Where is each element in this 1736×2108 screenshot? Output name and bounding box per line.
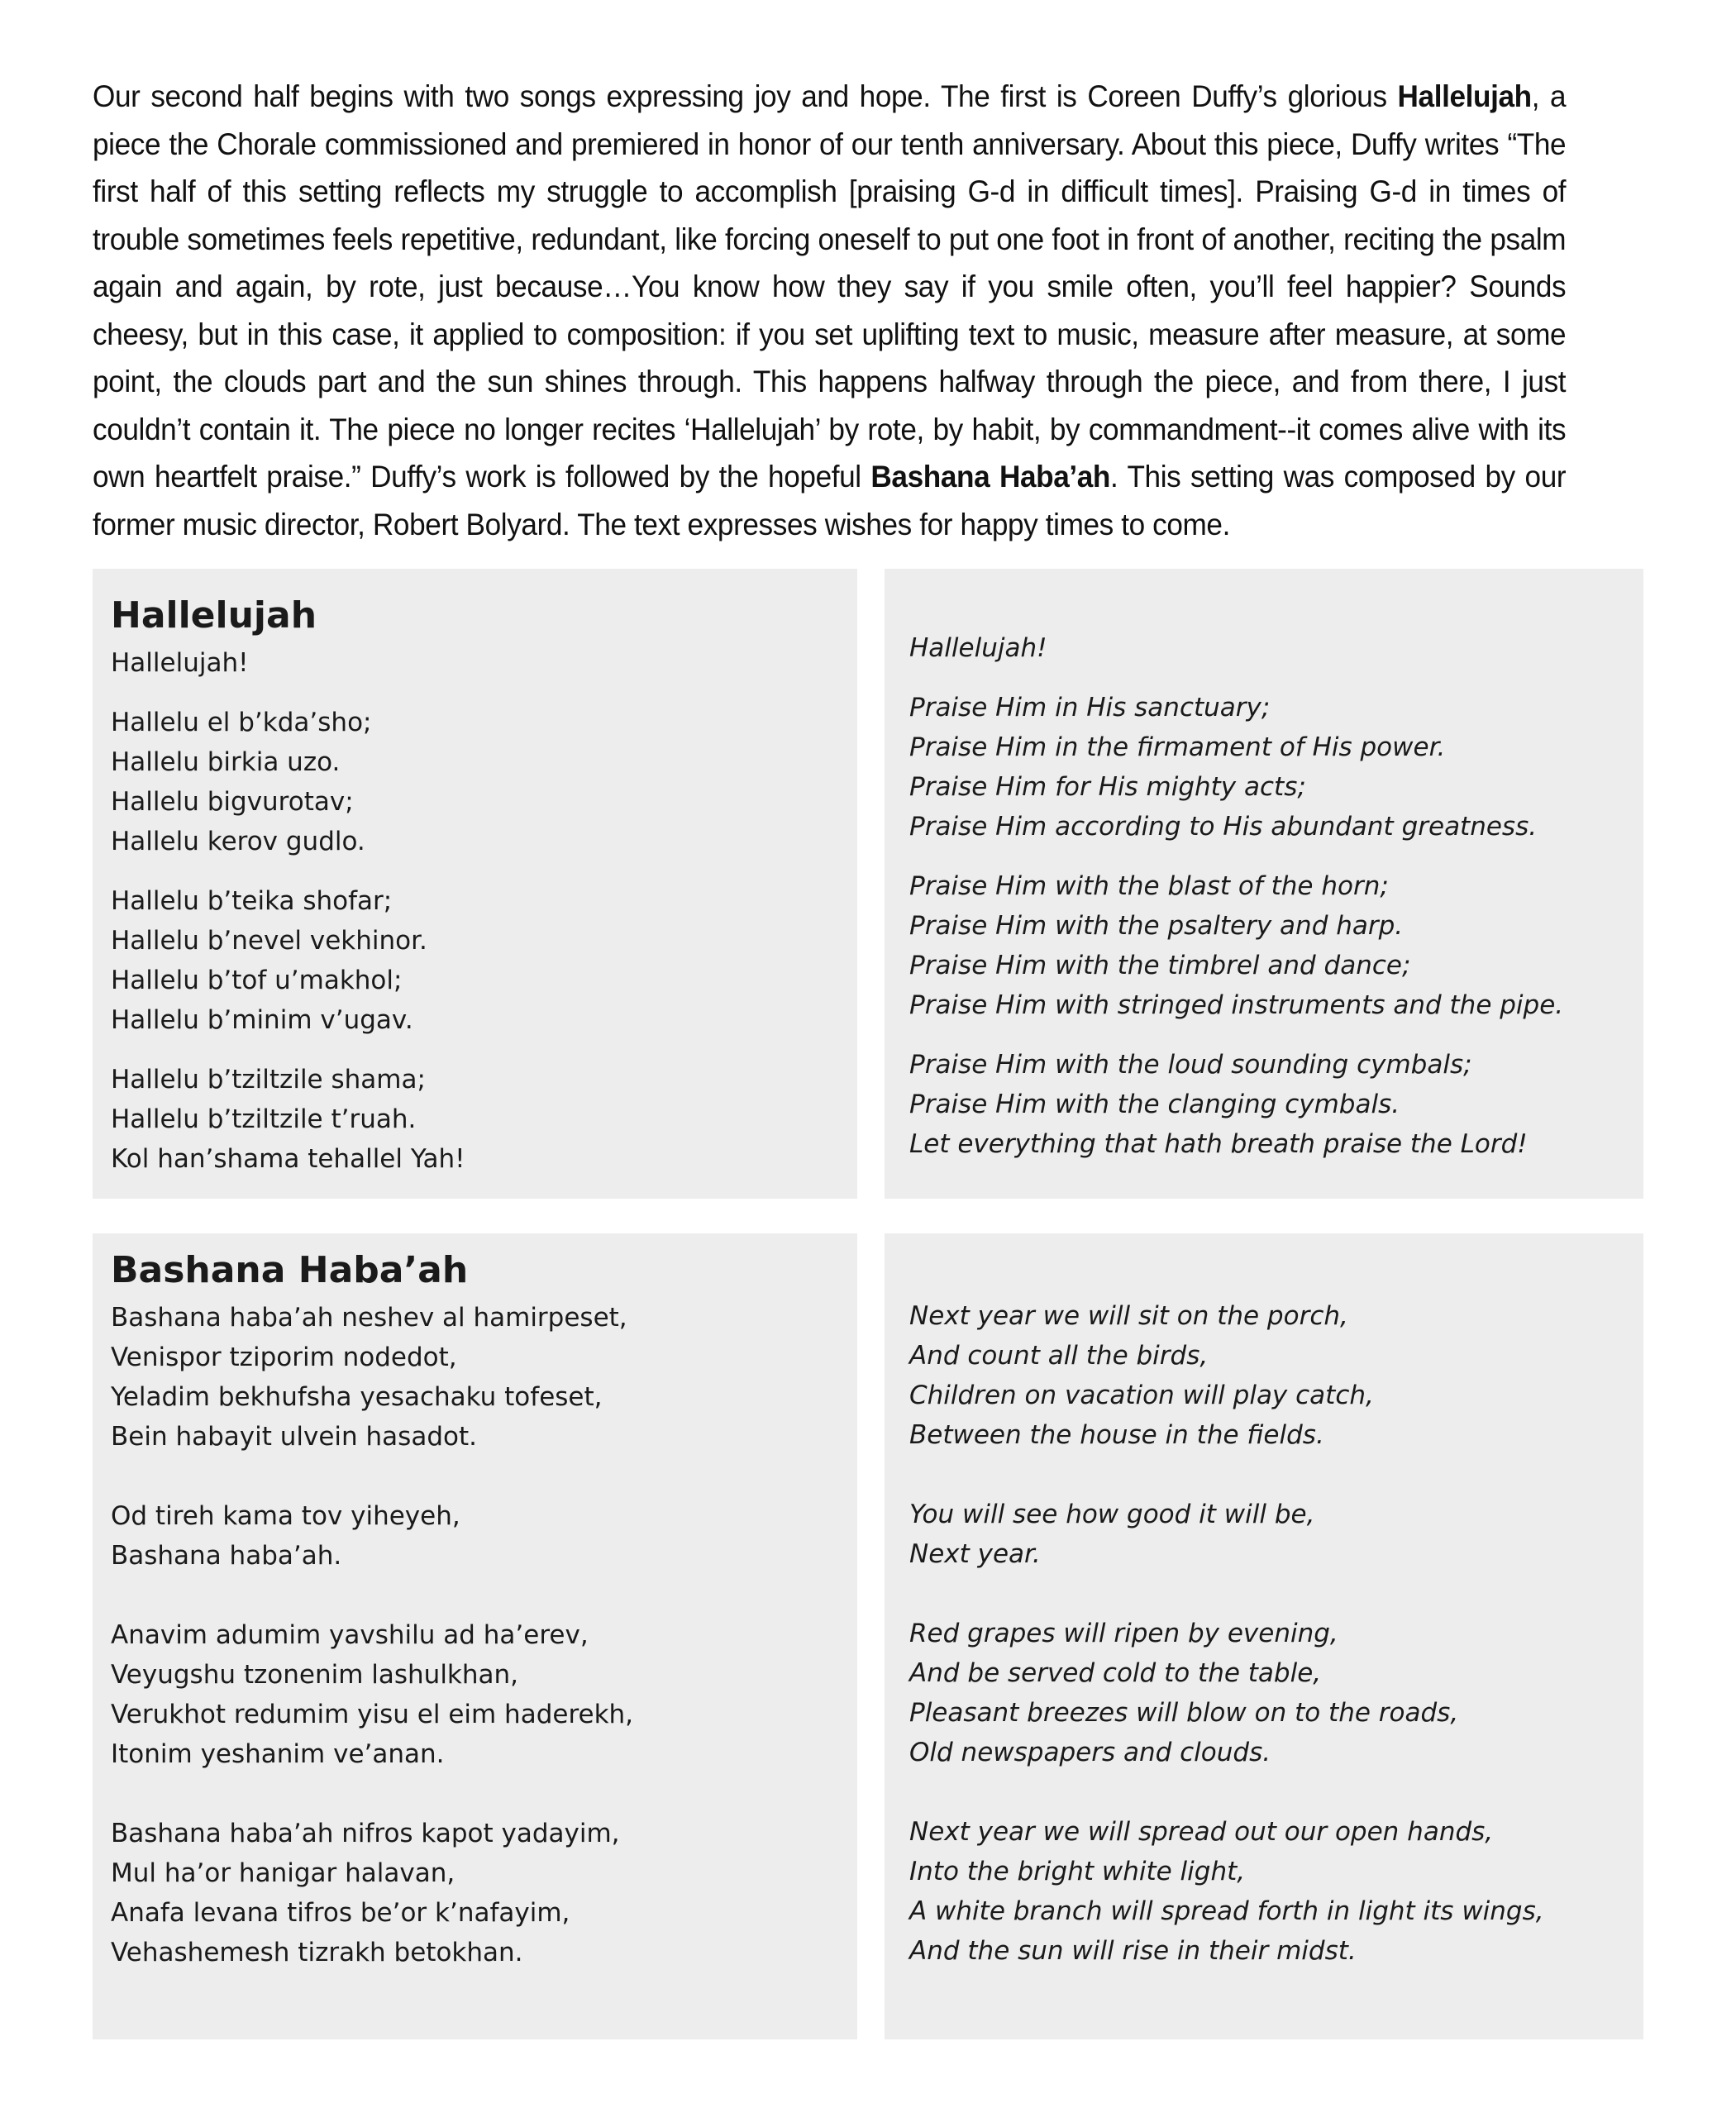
lyric-line: Children on vacation will play catch, [909, 1381, 1374, 1410]
bashana-title: Bashana Haba’ah [111, 1249, 469, 1291]
lyric-line: Venispor tziporim nodedot, [111, 1343, 457, 1372]
lyric-line: Bashana haba’ah nifros kapot yadayim, [111, 1819, 620, 1848]
lyric-line: Kol han’shama tehallel Yah! [111, 1144, 465, 1174]
bashana-translation-stanzas [909, 1296, 1643, 1971]
lyric-line: Praise Him for His mighty acts; [909, 772, 1306, 802]
hallelujah-translation-panel [885, 569, 1643, 1199]
lyric-line: Praise Him with the blast of the horn; [909, 871, 1389, 901]
lyric-line: Hallelujah! [111, 648, 249, 678]
stanza [111, 1615, 857, 1774]
lyric-line: Veyugshu tzonenim lashulkhan, [111, 1660, 519, 1690]
lyric-line: Mul ha’or hanigar halavan, [111, 1858, 455, 1888]
lyric-line: Red grapes will ripen by evening, [909, 1619, 1338, 1648]
lyric-line: Hallelu kerov gudlo. [111, 827, 365, 856]
lyric-line: Hallelu b’tof u’makhol; [111, 966, 403, 995]
hallelujah-translation-stanzas [909, 628, 1643, 1164]
intro-bold-hallelujah: Hallelujah [1397, 79, 1532, 113]
intro-text-2: , a piece the Chorale commissioned and premiered in honor of our tenth anniversary. About this piece, Duffy writes “The first half of this setting reflects my struggle to accomplish [praising G-d in difficult times]. Praising G-d in times of trouble sometimes feels repetitive, redundant, like forcing oneself to put one foot in front of another, reciting the psalm again and again, by rote, just because…You know how they say if you smile often, you’ll feel happier? Sounds cheesy, but in this case, it applied to composition: if you set uplifting text to music, measure after measure, at some point, the clouds part and the sun shines through. This happens halfway through the piece, and from there, I just couldn’t contain it. The piece no longer recites ‘Hallelujah’ by rote, by habit, by commandment--it comes alive with its own heartfelt praise.” Duffy’s work is followed by the hopeful [93, 79, 1567, 494]
lyric-line: Praise Him with the psaltery and harp. [909, 911, 1404, 941]
lyric-line: Praise Him with stringed instruments and the pipe. [909, 990, 1564, 1020]
stanza [111, 643, 857, 683]
lyric-line: Od tireh kama tov yiheyeh, [111, 1501, 460, 1531]
program-intro-paragraph [93, 73, 1566, 548]
lyric-line: Into the bright white light, [909, 1857, 1246, 1886]
lyric-line: Hallelujah! [909, 633, 1047, 663]
stanza [111, 703, 857, 861]
intro-bold-bashana: Bashana Haba’ah [870, 460, 1111, 494]
lyric-line: Praise Him in His sanctuary; [909, 693, 1271, 723]
stanza [909, 628, 1643, 668]
stanza [909, 1495, 1643, 1574]
lyric-line: Vehashemesh tizrakh betokhan. [111, 1938, 523, 1967]
lyric-line: Hallelu b’minim v’ugav. [111, 1005, 413, 1035]
stanza [111, 1298, 857, 1457]
stanza [111, 881, 857, 1040]
stanza [909, 866, 1643, 1025]
bashana-transliteration-stanzas [111, 1298, 857, 1972]
lyric-line: Hallelu b’tziltzile t’ruah. [111, 1104, 417, 1134]
lyric-line: Bashana haba’ah neshev al hamirpeset, [111, 1303, 627, 1333]
lyric-line: Let everything that hath breath praise the Lord! [909, 1129, 1528, 1159]
lyric-line: Hallelu el b’kda’sho; [111, 708, 372, 737]
lyric-line: Between the house in the fields. [909, 1420, 1324, 1450]
hallelujah-transliteration-panel [93, 569, 857, 1199]
lyric-line: Next year we will sit on the porch, [909, 1301, 1348, 1331]
lyric-line: Bashana haba’ah. [111, 1541, 342, 1571]
stanza [111, 1814, 857, 1972]
stanza [909, 1812, 1643, 1971]
lyric-line: Praise Him in the firmament of His power. [909, 732, 1446, 762]
stanza [909, 688, 1643, 847]
lyric-line: Verukhot redumim yisu el eim haderekh, [111, 1700, 634, 1729]
hallelujah-transliteration-stanzas [111, 643, 857, 1179]
lyric-line: Next year. [909, 1539, 1041, 1569]
stanza [909, 1045, 1643, 1164]
lyric-line: Next year we will spread out our open hands, [909, 1817, 1494, 1847]
lyric-line: Anavim adumim yavshilu ad ha’erev, [111, 1620, 589, 1650]
lyric-line: And the sun will rise in their midst. [909, 1936, 1357, 1966]
intro-text-1: Our second half begins with two songs expressing joy and hope. The first is Coreen Duffy’s glorious [93, 79, 1398, 113]
lyric-line: Hallelu b’teika shofar; [111, 886, 393, 916]
lyric-line: Hallelu bigvurotav; [111, 787, 354, 817]
stanza [111, 1060, 857, 1179]
lyric-line: Pleasant breezes will blow on to the roads, [909, 1698, 1459, 1728]
bashana-translation-panel [885, 1233, 1643, 2039]
lyric-line: Praise Him with the timbrel and dance; [909, 951, 1411, 980]
stanza [111, 1496, 857, 1576]
lyric-line: A white branch will spread forth in light its wings, [909, 1896, 1544, 1926]
hallelujah-title: Hallelujah [111, 594, 317, 637]
lyric-line: Yeladim bekhufsha yesachaku tofeset, [111, 1382, 603, 1412]
stanza [909, 1614, 1643, 1772]
lyric-line: Bein habayit ulvein hasadot. [111, 1422, 477, 1452]
lyric-line: Itonim yeshanim ve’anan. [111, 1739, 445, 1769]
stanza [909, 1296, 1643, 1455]
lyric-line: Hallelu b’nevel vekhinor. [111, 926, 427, 956]
lyric-line: Old newspapers and clouds. [909, 1738, 1271, 1767]
lyric-line: Hallelu birkia uzo. [111, 747, 341, 777]
lyric-line: And count all the birds, [909, 1341, 1209, 1371]
lyric-line: Praise Him with the clanging cymbals. [909, 1090, 1400, 1119]
bashana-transliteration-panel [93, 1233, 857, 2039]
lyric-line: And be served cold to the table, [909, 1658, 1322, 1688]
lyric-line: Praise Him according to His abundant greatness. [909, 812, 1538, 842]
lyric-line: Anafa levana tifros be’or k’nafayim, [111, 1898, 570, 1928]
lyric-line: Hallelu b’tziltzile shama; [111, 1065, 426, 1095]
lyric-line: Praise Him with the loud sounding cymbals; [909, 1050, 1472, 1080]
lyric-line: You will see how good it will be, [909, 1500, 1315, 1529]
intro-text-3: . This setting was composed by our former music director, Robert Bolyard. The text expresses wishes for happy times to come. [93, 460, 1567, 541]
